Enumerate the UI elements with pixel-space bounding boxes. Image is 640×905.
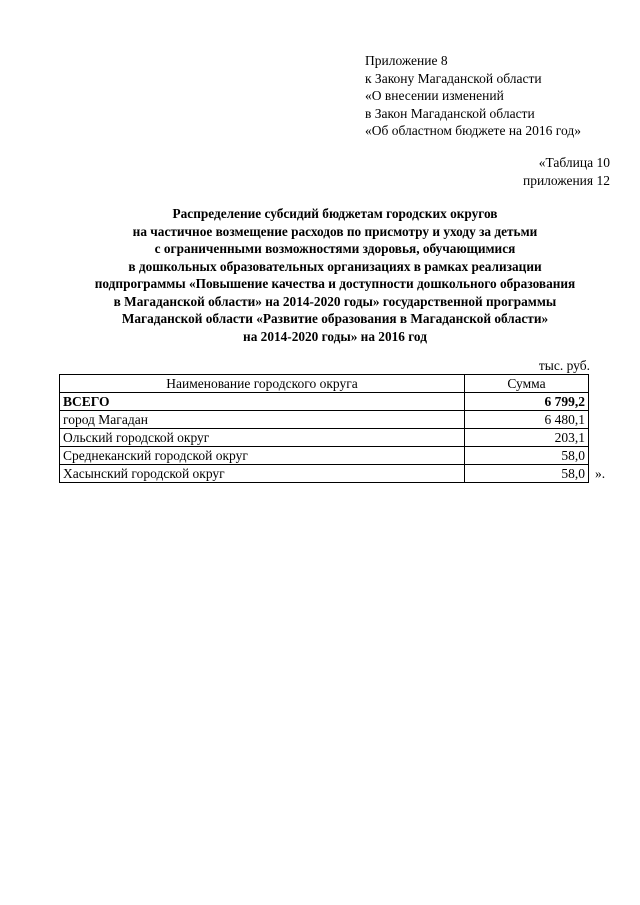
district-sum: 58,0 — [465, 465, 589, 483]
title-line: в дошкольных образовательных организациях в рамках реализации — [128, 258, 542, 274]
district-name: Среднеканский городской округ — [60, 447, 465, 465]
appendix-line: «Об областном бюджете на 2016 год» — [365, 123, 581, 138]
total-label: ВСЕГО — [60, 393, 465, 411]
title-line: на частичное возмещение расходов по присмотру и уходу за детьми — [132, 223, 538, 239]
appendix-line: в Закон Магаданской области — [365, 105, 535, 121]
title-line: Магаданской области «Развитие образования в Магаданской области» — [121, 311, 549, 326]
subsidy-table — [59, 374, 589, 483]
table-reference-line: приложения 12 — [522, 172, 610, 188]
column-header-sum: Сумма — [465, 375, 589, 393]
table-row — [60, 447, 589, 465]
district-sum: 6 480,1 — [465, 411, 589, 429]
appendix-line: Приложение 8 — [365, 53, 448, 68]
title-line: Распределение субсидий бюджетам городских округов — [172, 206, 498, 221]
appendix-header — [365, 52, 581, 140]
district-name: Ольский городской округ — [60, 429, 465, 447]
table-row — [60, 465, 589, 483]
title-line: с ограниченными возможностями здоровья, обучающимися — [154, 241, 516, 256]
column-header-name: Наименование городского округа — [60, 375, 465, 393]
title-line: в Магаданской области» на 2014-2020 годы» государственной программы — [113, 293, 557, 309]
appendix-line: «О внесении изменений — [365, 88, 504, 103]
district-sum: 58,0 — [465, 447, 589, 465]
document-title — [40, 205, 630, 345]
district-name: город Магадан — [60, 411, 465, 429]
total-row — [60, 393, 589, 411]
table-header-row — [60, 375, 589, 393]
title-line: подпрограммы «Повышение качества и доступности дошкольного образования — [94, 276, 576, 291]
district-sum: 203,1 — [465, 429, 589, 447]
closing-quote-mark: ». — [595, 466, 606, 481]
total-sum: 6 799,2 — [465, 393, 589, 411]
table-row — [60, 411, 589, 429]
title-line: на 2014-2020 годы» на 2016 год — [243, 328, 427, 344]
district-name: Хасынский городской округ — [60, 465, 465, 483]
table-reference — [523, 154, 610, 189]
table-row — [60, 429, 589, 447]
appendix-line: к Закону Магаданской области — [365, 70, 542, 86]
units-label: тыс. руб. — [538, 358, 590, 373]
table-reference-line: «Таблица 10 — [538, 155, 610, 170]
